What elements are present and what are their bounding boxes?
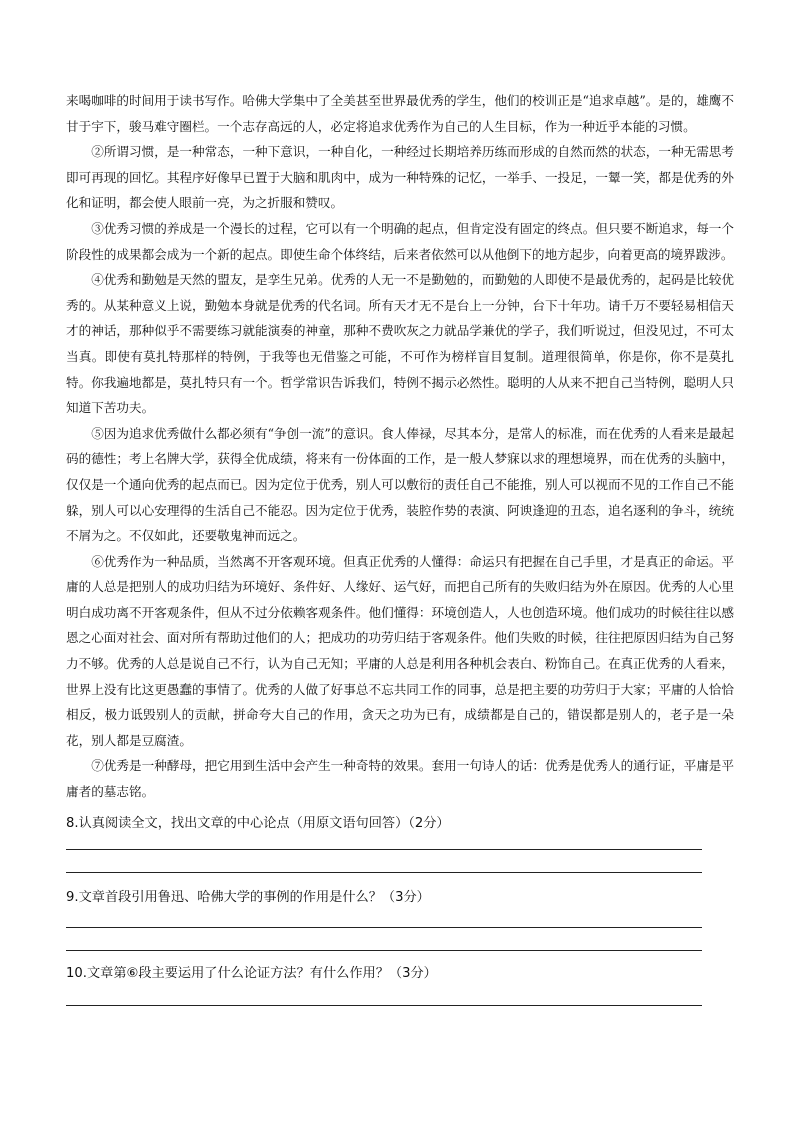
answer-line[interactable] — [66, 872, 702, 873]
paragraph-3: ③优秀习惯的养成是一个漫长的过程，它可以有一个明确的起点，但肯定没有固定的终点。但只要不断追求，每一个阶段性的成果都会成为一个新的起点。即使生命个体终结，后来者依然可以从他倒下的地方起步，向着更高的境界跋涉。 — [66, 220, 734, 262]
document-page — [66, 88, 734, 1006]
answer-line[interactable] — [66, 927, 702, 928]
answer-line[interactable] — [66, 1005, 702, 1006]
question-9-text: 9.文章首段引用鲁迅、哈佛大学的事例的作用是什么？（3分） — [66, 889, 430, 905]
question-9 — [66, 887, 734, 951]
paragraph-6: ⑥优秀作为一种品质，当然离不开客观环境。但真正优秀的人懂得：命运只有把握在自己手里，才是真正的命运。平庸的人总是把别人的成功归结为环境好、条件好、人缘好、运气好，而把自己所有的失败归结为外在原因。优秀的人心里明白成功离不开客观条件，但从不过分依赖客观条件。他们懂得：环境创造人，人也创造环境。他们成功的时候往往以感恩之心面对社会、面对所有帮助过他们的人；把成功的功劳归结于客观条件。他们失败的时候，往往把原因归结为自己努力不够。优秀的人总是说自己不行，认为自己无知；平庸的人总是利用各种机会表白、粉饰自己。在真正优秀的人看来，世界上没有比这更愚蠢的事情了。优秀的人做了好事总不忘共同工作的同事，总是把主要的功劳归于大家；平庸的人恰恰相反，极力诋毁别人的贡献，拼命夸大自己的作用，贪天之功为已有，成绩都是自己的，错误都是别人的，老子是一朵花，别人都是豆腐渣。 — [66, 553, 734, 748]
answer-line[interactable] — [66, 849, 702, 850]
paragraph-7: ⑦优秀是一种酵母，把它用到生活中会产生一种奇特的效果。套用一句诗人的话：优秀是优秀人的通行证，平庸是平庸者的墓志铭。 — [66, 758, 734, 800]
question-8 — [66, 813, 734, 873]
answer-line[interactable] — [66, 950, 702, 951]
question-10 — [66, 963, 734, 1006]
paragraph-1: 来喝咖啡的时间用于读书写作。哈佛大学集中了全美甚至世界最优秀的学生，他们的校训正是“追求卓越”。是的，雄鹰不甘于宇下，骏马难守圈栏。一个志存高远的人，必定将追求优秀作为自己的人生目标，作为一种近乎本能的习惯。 — [66, 93, 734, 134]
paragraph-2: ②所谓习惯，是一种常态，一种下意识，一种自化，一种经过长期培养历练而形成的自然而然的状态，一种无需思考即可再现的回忆。其程序好像早已置于大脑和肌肉中，成为一种特殊的记忆，一举手、一投足，一颦一笑，都是优秀的外化和证明，都会使人眼前一亮，为之折服和赞叹。 — [66, 144, 734, 211]
question-8-text: 8.认真阅读全文，找出文章的中心论点（用原文语句回答）（2分） — [66, 815, 450, 831]
paragraph-5: ⑤因为追求优秀做什么都必须有“争创一流”的意识。食人俸禄，尽其本分，是常人的标准，而在优秀的人看来是最起码的德性；考上名牌大学，获得全优成绩，将来有一份体面的工作，是一般人梦寐以求的理想境界，而在优秀的头脑中，仅仅是一个通向优秀的起点而已。因为定位于优秀，别人可以敷衍的责任自己不能推，别人可以视而不见的工作自己不能躲，别人可以心安理得的生活自己不能忍。因为定位于优秀，装腔作势的表演、阿谀逢迎的丑态，追名逐利的争斗，统统不屑为之。不仅如此，还要敬鬼神而远之。 — [66, 425, 734, 544]
question-10-text: 10.文章第⑥段主要运用了什么论证方法？有什么作用？（3分） — [66, 965, 437, 981]
paragraph-4: ④优秀和勤勉是天然的盟友，是孪生兄弟。优秀的人无一不是勤勉的，而勤勉的人即使不是最优秀的，起码是比较优秀的。从某种意义上说，勤勉本身就是优秀的代名词。所有天才无不是台上一分钟，台下十年功。请千万不要轻易相信天才的神话，那种似乎不需要练习就能演奏的神童，那种不费吹灰之力就品学兼优的学子，我们听说过，但没见过，不可太当真。即使有莫扎特那样的特例，于我等也无借鉴之可能，不可作为榜样盲目复制。道理很简单，你是你，你不是莫扎特。你我遍地都是，莫扎特只有一个。哲学常识告诉我们，特例不揭示必然性。聪明的人从来不把自己当特例，聪明人只知道下苦功夫。 — [66, 272, 734, 416]
